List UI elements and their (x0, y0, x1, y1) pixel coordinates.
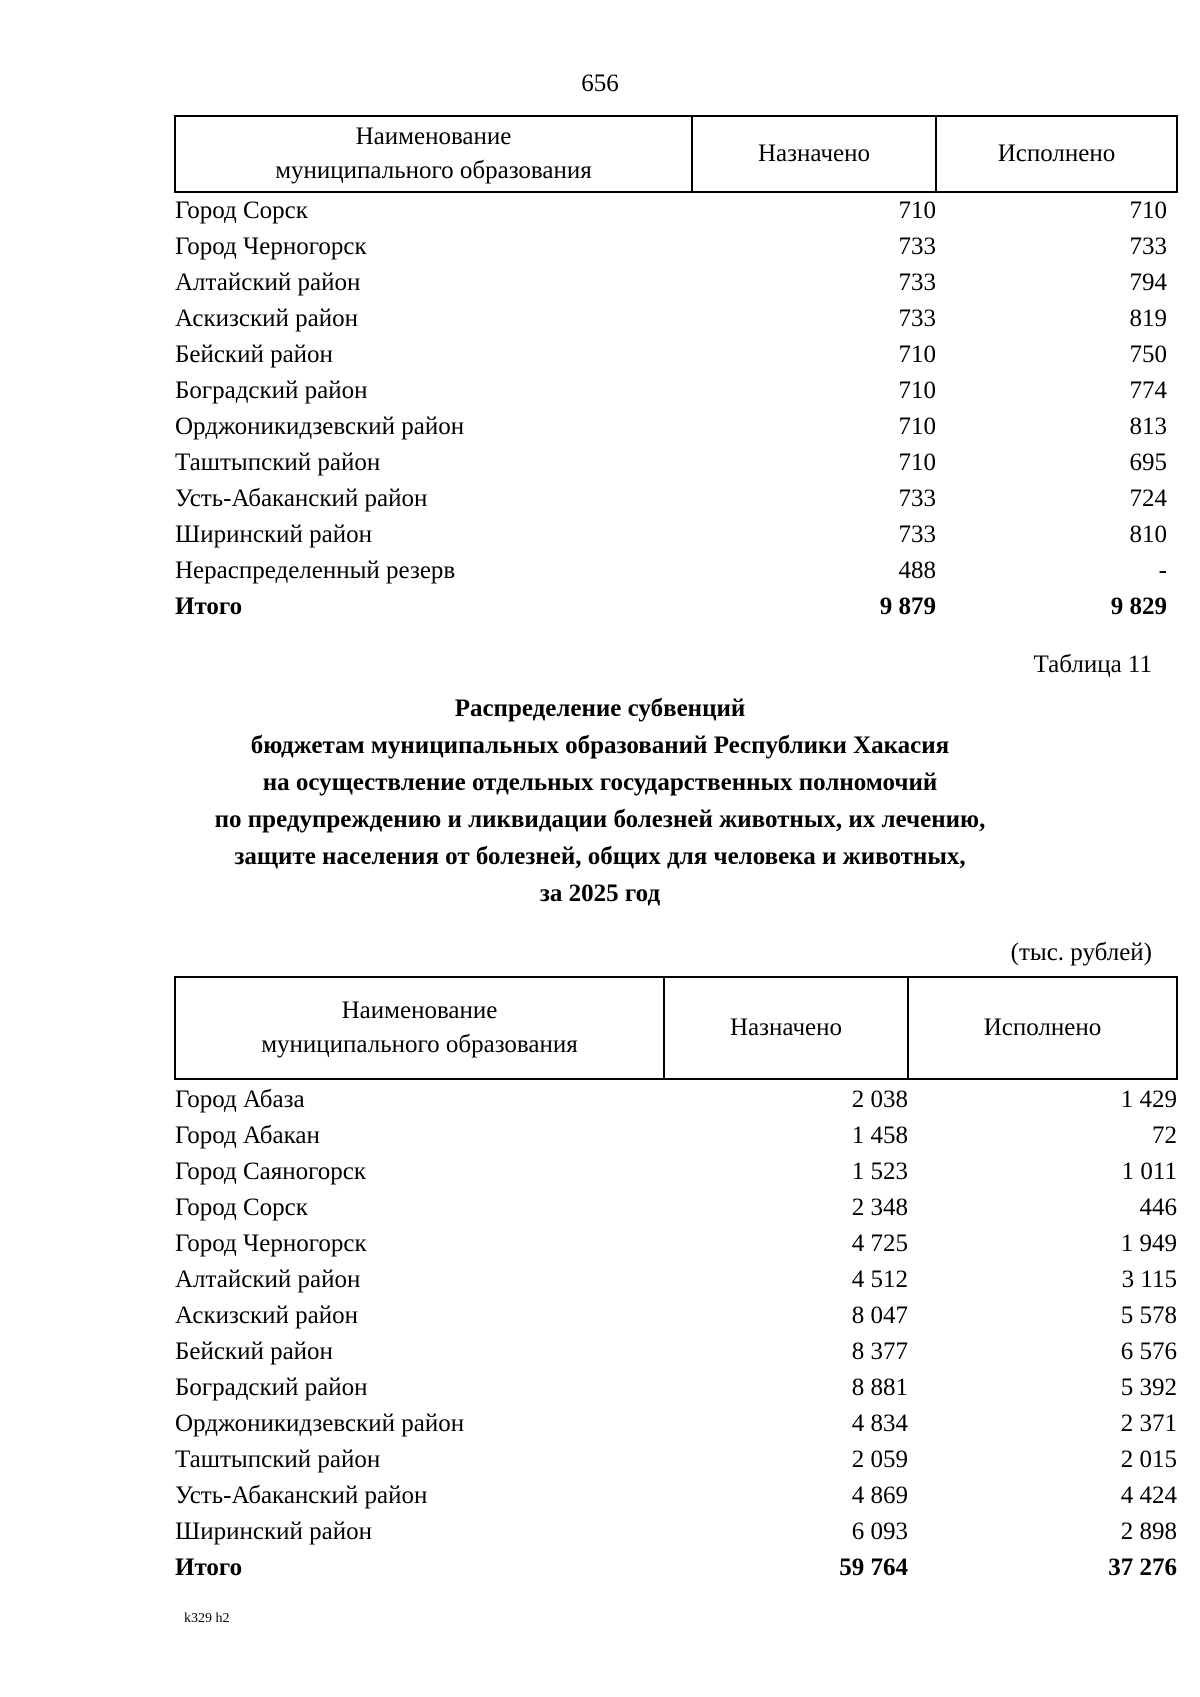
row-name: Ширинский район (175, 1518, 372, 1545)
row-name: Боградский район (175, 1374, 368, 1401)
row-name: Алтайский район (175, 1266, 361, 1293)
table-row (175, 1298, 1177, 1334)
row-assigned: 2 059 (851, 1446, 908, 1473)
row-name: Бейский район (175, 341, 333, 368)
table-row (175, 337, 1177, 373)
row-name: Город Абаза (175, 1086, 305, 1113)
row-assigned: 4 869 (851, 1482, 908, 1509)
row-executed: 4 424 (1120, 1482, 1177, 1509)
table-1-header-row (175, 116, 1177, 192)
header-assigned-column: Назначено (692, 116, 936, 192)
title-line-3: на осуществление отдельных государственных полномочий (262, 769, 938, 796)
row-executed: 1 011 (1121, 1158, 1177, 1185)
page-number: 656 (581, 70, 619, 97)
row-executed: 2 015 (1120, 1446, 1177, 1473)
row-assigned: 733 (898, 521, 936, 548)
total-assigned: 9 879 (879, 593, 936, 620)
table-row (175, 1190, 1177, 1226)
row-name: Город Черногорск (175, 233, 367, 260)
footer-code: k329 h2 (184, 1611, 230, 1626)
table-row (175, 1226, 1177, 1262)
row-assigned: 8 881 (851, 1374, 908, 1401)
row-executed: - (1158, 557, 1167, 584)
row-assigned: 2 348 (851, 1194, 908, 1221)
row-name: Аскизский район (175, 305, 359, 332)
table-row (175, 265, 1177, 301)
row-executed: 724 (1129, 485, 1167, 512)
row-assigned: 4 834 (851, 1410, 908, 1437)
total-row (175, 1550, 1177, 1586)
header-name-line-2: муниципального образования (275, 157, 592, 184)
title-line-2: бюджетам муниципальных образований Республики Хакасия (250, 732, 950, 759)
header-executed-column: Исполнено (936, 116, 1177, 192)
row-name: Усть-Абаканский район (175, 1482, 428, 1509)
table-row (175, 517, 1177, 553)
table-row (175, 1514, 1177, 1550)
table-row (175, 1262, 1177, 1298)
row-assigned: 710 (898, 413, 936, 440)
row-executed: 6 576 (1120, 1338, 1177, 1365)
row-executed: 813 (1129, 413, 1167, 440)
table-row (175, 481, 1177, 517)
row-executed: 446 (1139, 1194, 1177, 1221)
row-assigned: 6 093 (851, 1518, 908, 1545)
row-assigned: 1 523 (851, 1158, 908, 1185)
row-name: Бейский район (175, 1338, 333, 1365)
table-row (175, 1478, 1177, 1514)
table-row (175, 1154, 1177, 1190)
table-row (175, 445, 1177, 481)
table-row (175, 301, 1177, 337)
table-row (175, 1442, 1177, 1478)
header-name-line-2: муниципального образования (261, 1031, 578, 1058)
row-executed: 819 (1129, 305, 1167, 332)
row-executed: 2 898 (1120, 1518, 1177, 1545)
row-name: Таштыпский район (175, 449, 381, 476)
row-name: Город Черногорск (175, 1230, 367, 1257)
header-name-line-1: Наименование (355, 123, 512, 150)
total-label: Итого (175, 1554, 243, 1581)
row-name: Таштыпский район (175, 1446, 381, 1473)
title-line-5: защите населения от болезней, общих для человека и животных, (234, 843, 966, 870)
row-assigned: 710 (898, 377, 936, 404)
units-label: (тыс. рублей) (1010, 939, 1152, 966)
table-row (175, 373, 1177, 409)
row-executed: 1 429 (1120, 1086, 1177, 1113)
table-row (175, 1079, 1177, 1118)
header-name-column (175, 977, 664, 1079)
table-row (175, 1370, 1177, 1406)
table-title (0, 690, 1200, 912)
table-row (175, 1334, 1177, 1370)
table-row (175, 1406, 1177, 1442)
row-name: Орджоникидзевский район (175, 413, 465, 440)
total-executed: 9 829 (1110, 593, 1167, 620)
row-executed: 750 (1129, 341, 1167, 368)
row-executed: 5 392 (1120, 1374, 1177, 1401)
row-name: Орджоникидзевский район (175, 1410, 465, 1437)
total-assigned: 59 764 (839, 1554, 908, 1581)
row-name: Аскизский район (175, 1302, 359, 1329)
row-name: Алтайский район (175, 269, 361, 296)
header-name-line-1: Наименование (341, 997, 498, 1024)
row-assigned: 8 047 (851, 1302, 908, 1329)
row-assigned: 733 (898, 485, 936, 512)
row-assigned: 733 (898, 305, 936, 332)
title-line-1: Распределение субвенций (454, 695, 746, 722)
table-2 (174, 976, 1178, 1586)
row-assigned: 488 (898, 557, 936, 584)
row-name: Усть-Абаканский район (175, 485, 428, 512)
row-assigned: 8 377 (851, 1338, 908, 1365)
row-assigned: 4 512 (851, 1266, 908, 1293)
row-executed: 794 (1129, 269, 1167, 296)
header-name-column (175, 116, 692, 192)
row-name: Город Сорск (175, 1194, 308, 1221)
table-row (175, 192, 1177, 229)
row-assigned: 710 (898, 197, 936, 224)
row-name: Нераспределенный резерв (175, 557, 456, 584)
total-executed: 37 276 (1108, 1554, 1177, 1581)
title-line-6: за 2025 год (539, 880, 661, 907)
total-label: Итого (175, 593, 243, 620)
row-executed: 710 (1129, 197, 1167, 224)
row-name: Город Абакан (175, 1122, 320, 1149)
row-executed: 695 (1129, 449, 1167, 476)
row-assigned: 2 038 (851, 1086, 908, 1113)
row-executed: 2 371 (1120, 1410, 1177, 1437)
row-executed: 1 949 (1120, 1230, 1177, 1257)
row-executed: 72 (1152, 1122, 1177, 1149)
table-label: Таблица 11 (1033, 651, 1152, 678)
row-executed: 3 115 (1121, 1266, 1177, 1293)
row-assigned: 733 (898, 269, 936, 296)
header-executed-column: Исполнено (908, 977, 1177, 1079)
table-row (175, 553, 1177, 589)
table-2-header-row (175, 977, 1177, 1079)
table-row (175, 1118, 1177, 1154)
row-executed: 810 (1129, 521, 1167, 548)
table-row (175, 229, 1177, 265)
title-line-4: по предупреждению и ликвидации болезней животных, их лечению, (214, 806, 986, 833)
row-executed: 733 (1129, 233, 1167, 260)
row-name: Боградский район (175, 377, 368, 404)
row-name: Город Сорск (175, 197, 308, 224)
row-assigned: 710 (898, 449, 936, 476)
row-assigned: 1 458 (851, 1122, 908, 1149)
header-assigned-column: Назначено (664, 977, 908, 1079)
row-executed: 5 578 (1120, 1302, 1177, 1329)
row-assigned: 710 (898, 341, 936, 368)
row-name: Город Саяногорск (175, 1158, 367, 1185)
row-assigned: 733 (898, 233, 936, 260)
row-executed: 774 (1129, 377, 1167, 404)
table-1 (174, 115, 1178, 625)
table-row (175, 409, 1177, 445)
row-name: Ширинский район (175, 521, 372, 548)
total-row (175, 589, 1177, 625)
row-assigned: 4 725 (851, 1230, 908, 1257)
